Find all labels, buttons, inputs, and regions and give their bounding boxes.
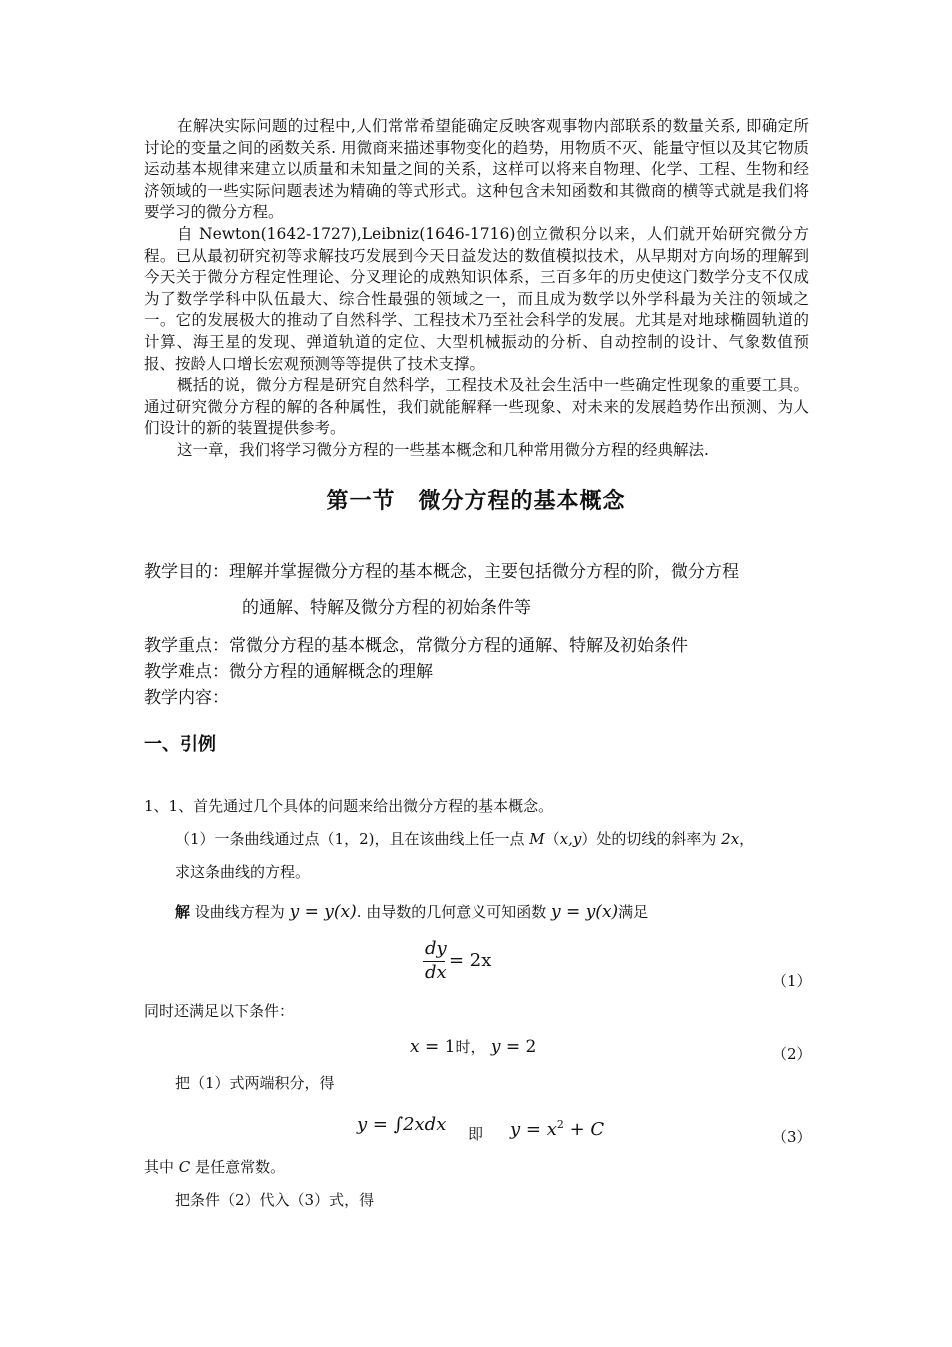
slope-expression: 2x xyxy=(721,830,740,848)
solution-text-c: 满足 xyxy=(618,903,649,921)
intro-paragraph-2: 自 Newton(1642-1727),Leibniz(1646-1716)创立微积分以来，人们就开始研究微分方程。已从最初研究初等求解技巧发展到今天日益发达的数值模拟技术，从早期对方向场的理解到今天关于微分方程定性理论、分叉理论的成熟知识体系，三百多年的历史使这门数学分支不仅成为了数学学科中队伍最大、综合性最强的领域之一，而且成为数学以外学科最为关注的领域之一。它的发展极大的推动了自然科学、工程技术乃至社会科学的发展。尤其是对地球椭圆轨道的计算、海王星的发现、弹道轨道的定位、大型机械振动的分析、自动控制的设计、气象数值预报、按龄人口增长宏观预测等等提供了技术支撑。 xyxy=(144,224,809,373)
teaching-difficulties xyxy=(144,660,814,684)
example-1-statement xyxy=(175,829,754,849)
teaching-goal-text-1: 理解并掌握微分方程的基本概念，主要包括微分方程的阶，微分方程 xyxy=(229,562,739,582)
example-1-text-b: （ xyxy=(544,830,560,848)
eq3-lhs: y = ∫2xdx xyxy=(357,1114,447,1135)
constant-c: C xyxy=(178,1158,191,1176)
substitution-line: 把条件（2）代入（3）式，得 xyxy=(175,1191,375,1209)
teaching-goal xyxy=(144,560,814,584)
point-m: M xyxy=(529,830,545,848)
equation-3-result xyxy=(510,1115,604,1140)
eq2-y-value: = 2 xyxy=(500,1037,537,1057)
eq3-rhs-a: y = x xyxy=(510,1119,557,1140)
solution-text-b: . 由导数的几何意义可知函数 xyxy=(356,903,547,921)
fraction-denominator: dx xyxy=(425,962,447,983)
eq3-exponent: 2 xyxy=(556,1118,564,1131)
intro-block xyxy=(144,116,809,462)
teaching-difficulty-text: 微分方程的通解概念的理解 xyxy=(229,662,433,682)
teaching-key-points xyxy=(144,634,814,658)
condition-intro: 同时还满足以下条件： xyxy=(144,1002,295,1020)
eq2-when: 时， xyxy=(455,1038,486,1056)
example-1-text-a: （1）一条曲线通过点（1，2)，且在该曲线上任一点 xyxy=(175,830,525,848)
equation-3-integral xyxy=(357,1115,446,1135)
equation-2-condition xyxy=(410,1037,536,1057)
teaching-key-text: 常微分方程的基本概念，常微分方程的通解、特解及初始条件 xyxy=(229,636,688,656)
example-1-statement-line-2: 求这条曲线的方程。 xyxy=(175,863,311,881)
curve-equation-1: y = y(x) xyxy=(289,902,357,922)
eq3-connector: 即 xyxy=(468,1125,484,1143)
eq2-x: x xyxy=(410,1037,420,1057)
eq3-rhs-b: + C xyxy=(563,1119,605,1140)
example-1-text-d: ， xyxy=(739,830,755,848)
equation-2-number: （2） xyxy=(772,1045,812,1063)
constant-note-a: 其中 xyxy=(144,1158,175,1176)
intro-paragraph-4: 这一章，我们将学习微分方程的一些基本概念和几种常用微分方程的经典解法. xyxy=(177,440,709,459)
intro-paragraph-1: 在解决实际问题的过程中,人们常常希望能确定反映客观事物内部联系的数量关系, 即确定所讨论的变量之间的函数关系. 用微商来描述事物变化的趋势，用物质不灭、能量守恒以及其它物质运动基本规律来建立以质量和未知量之间的关系，这样可以将来自物理、化学、工程、生物和经济领域的一些实际问题表述为精确的等式形式。这种包含未知函数和其微商的横等式就是我们将要学习的微分方程。 xyxy=(144,117,809,222)
solution-text-a: 设曲线方程为 xyxy=(194,903,285,921)
equation-1-rhs: = 2x xyxy=(449,950,492,971)
point-coords: x,y xyxy=(559,830,582,848)
fraction-numerator: dy xyxy=(425,938,447,959)
solution-label: 解 xyxy=(175,903,191,921)
equation-3-number: （3） xyxy=(772,1128,812,1146)
teaching-content-label: 教学内容： xyxy=(144,688,229,708)
teaching-goal-continued xyxy=(242,596,912,620)
teaching-content xyxy=(144,686,814,710)
section-title: 第一节 微分方程的基本概念 xyxy=(326,489,626,514)
integration-intro: 把（1）式两端积分，得 xyxy=(175,1074,335,1092)
equation-1-number: （1） xyxy=(772,972,812,990)
teaching-difficulty-label: 教学难点： xyxy=(144,662,229,682)
teaching-key-label: 教学重点： xyxy=(144,636,229,656)
teaching-goal-label: 教学目的： xyxy=(144,562,229,582)
teaching-goal-text-2: 的通解、特解及微分方程的初始条件等 xyxy=(242,598,531,618)
example-intro-line: 1、1、首先通过几个具体的问题来给出微分方程的基本概念。 xyxy=(144,797,554,815)
eq2-x-value: = 1 xyxy=(419,1037,456,1057)
example-1-text-c: ）处的切线的斜率为 xyxy=(581,830,717,848)
constant-note-b: 是任意常数。 xyxy=(195,1158,286,1176)
curve-equation-2: y = y(x) xyxy=(551,902,619,922)
eq2-y: y xyxy=(490,1037,501,1057)
solution-line xyxy=(175,902,648,922)
heading-introductory-examples: 一、引例 xyxy=(144,734,216,755)
constant-note xyxy=(144,1157,285,1177)
intro-paragraph-3: 概括的说，微分方程是研究自然科学，工程技术及社会生活中一些确定性现象的重要工具。通过研究微分方程的解的各种属性，我们就能解释一些现象、对未来的发展趋势作出预测、为人们设计的新的装置提供参考。 xyxy=(144,376,809,438)
